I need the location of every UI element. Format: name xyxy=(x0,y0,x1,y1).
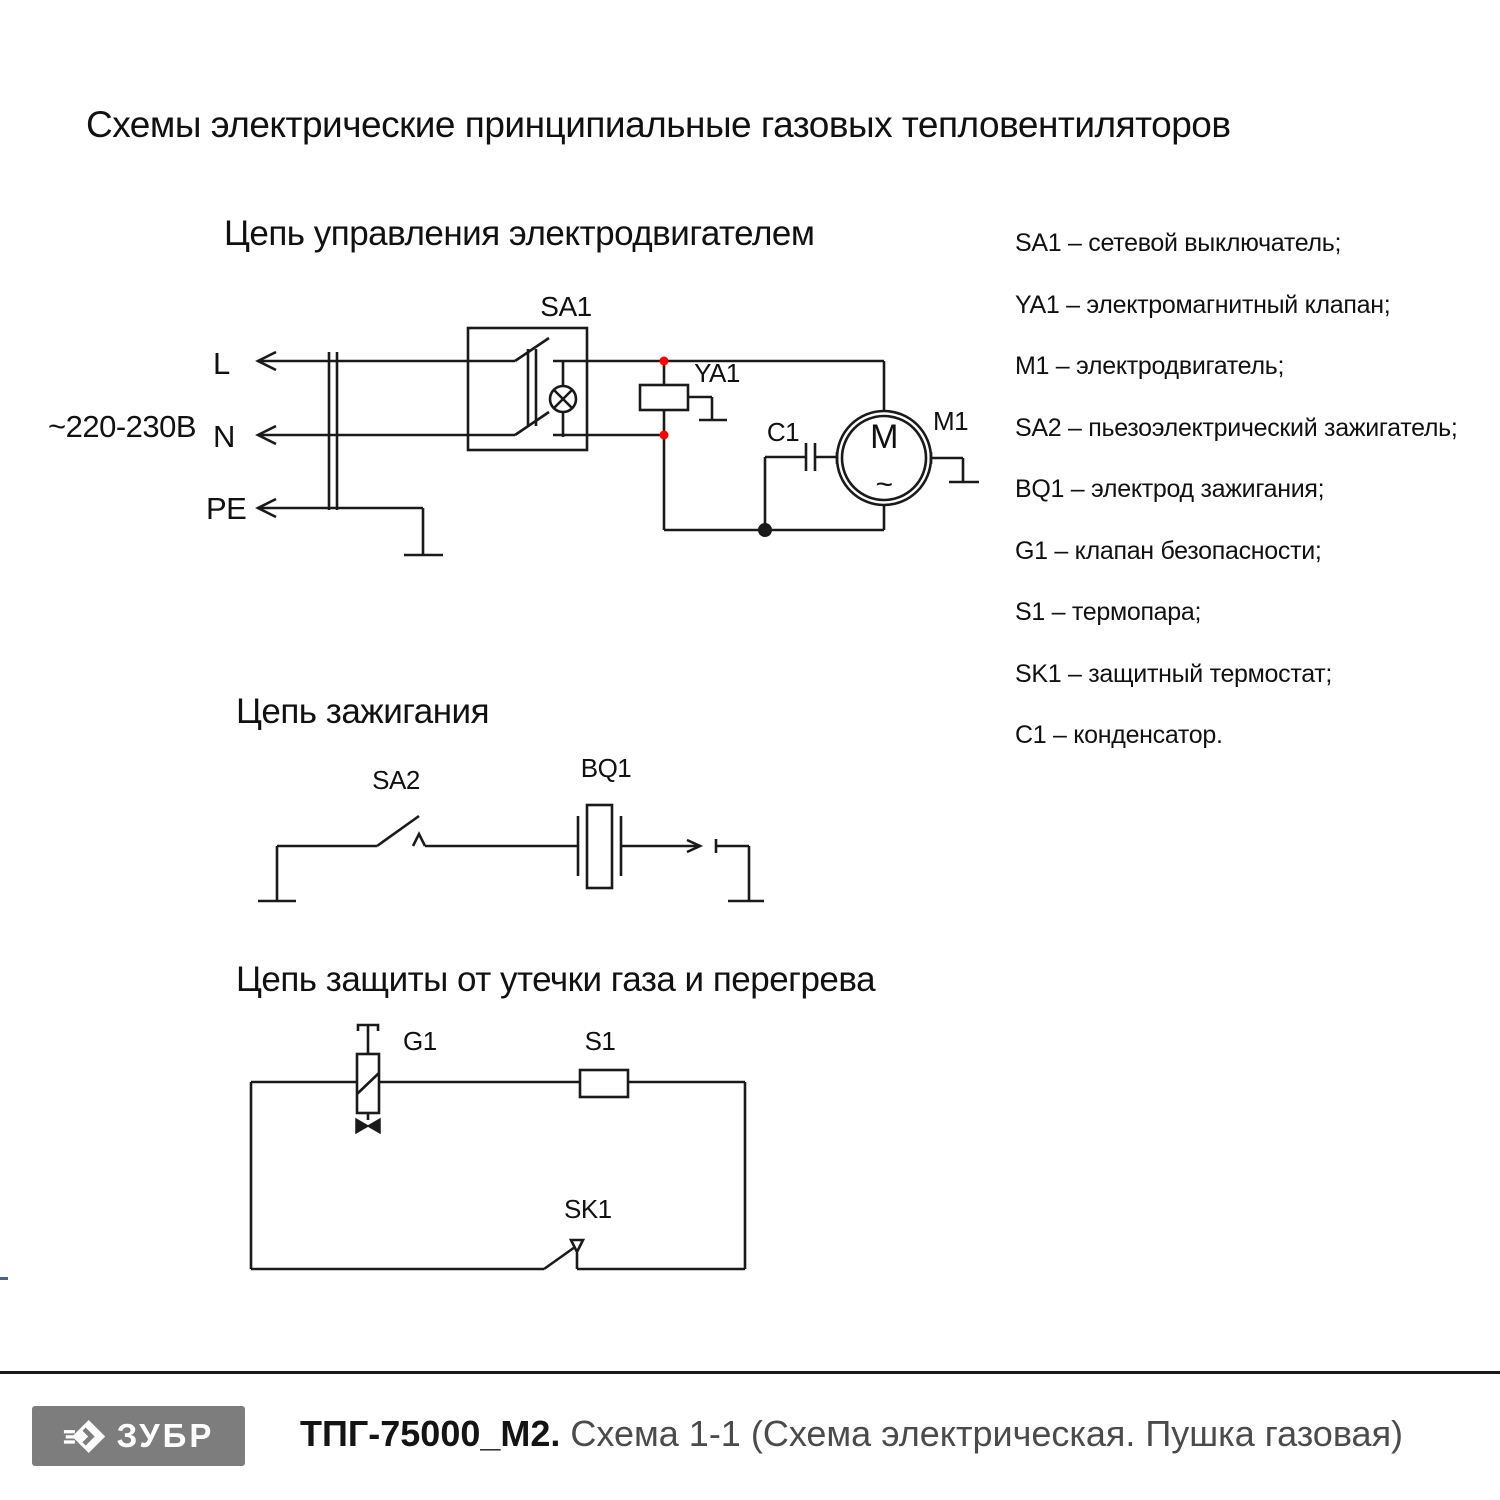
motor-control-circuit-diagram xyxy=(0,270,1000,600)
legend-item-g1: G1 – клапан безопасности; xyxy=(1015,536,1322,565)
switch-blade xyxy=(544,1247,575,1269)
legend xyxy=(1015,213,1458,767)
ignition-wires xyxy=(258,839,764,901)
sa2-switch-symbol xyxy=(377,816,425,846)
zubr-logo-text: ЗУБР xyxy=(116,1417,215,1454)
ya1-label: YA1 xyxy=(694,358,740,388)
legend-item-s1: S1 – термопара; xyxy=(1015,598,1202,626)
legend-item-c1: C1 – конденсатор. xyxy=(1015,721,1223,749)
ya1-valve-symbol xyxy=(640,385,727,420)
sa2-label: SA2 xyxy=(372,765,420,795)
scan-artifact xyxy=(0,1277,8,1280)
protection-loop-wires xyxy=(251,1082,745,1269)
terminal-dot-red xyxy=(660,357,669,366)
switch-blade xyxy=(377,816,419,846)
line-label-l: L xyxy=(213,346,230,381)
sk1-label: SK1 xyxy=(564,1194,612,1224)
mains-input-wires xyxy=(258,352,515,555)
legend-item-sa1: SA1 – сетевой выключатель; xyxy=(1015,229,1342,257)
g1-label: G1 xyxy=(403,1026,437,1056)
terminal-dot-red xyxy=(660,431,669,440)
voltage-label: ~220-230В xyxy=(48,409,197,444)
bq1-piezo-symbol xyxy=(578,805,621,888)
footer-divider xyxy=(0,1371,1500,1374)
contact-triangle xyxy=(571,1240,583,1252)
c1-label: C1 xyxy=(766,417,800,447)
zubr-logo xyxy=(32,1406,245,1466)
legend-item-sk1: SK1 – защитный термостат; xyxy=(1015,659,1333,688)
caption-text: Схема 1-1 (Схема электрическая. Пушка газовая) xyxy=(570,1413,1404,1454)
m1-label: M1 xyxy=(933,406,969,436)
sk1-thermostat-symbol xyxy=(544,1240,583,1269)
bq1-label: BQ1 xyxy=(580,753,632,783)
contact-triangle xyxy=(413,834,425,846)
ignition-circuit-diagram xyxy=(200,735,800,915)
page-title: Схемы электрические принципиальные газовых тепловентиляторов xyxy=(86,104,1231,145)
model-number: ТПГ-75000_М2. xyxy=(300,1413,561,1454)
legend-item-bq1: BQ1 – электрод зажигания; xyxy=(1015,475,1325,503)
c1-capacitor-symbol xyxy=(765,443,837,530)
line-label-pe: PE xyxy=(206,491,247,526)
s1-thermocouple-symbol xyxy=(580,1070,628,1097)
section-heading-ignition: Цепь зажигания xyxy=(236,692,490,731)
g1-valve-symbol xyxy=(356,1025,380,1133)
gas-valve-icon xyxy=(368,1119,380,1133)
s1-label: S1 xyxy=(584,1026,616,1056)
capacitor-plates xyxy=(806,443,815,471)
switch-blade xyxy=(515,412,549,435)
motor-ac-symbol: ~ xyxy=(875,468,893,501)
zubr-logo-icon xyxy=(63,1418,107,1455)
switch-blade xyxy=(515,338,549,361)
legend-item-ya1: YA1 – электромагнитный клапан; xyxy=(1015,290,1391,319)
sa1-switch-symbol xyxy=(468,328,587,450)
section-heading-protection: Цепь защиты от утечки газа и перегрева xyxy=(236,960,876,999)
section-heading-motor-control: Цепь управления электродвигателем xyxy=(224,214,815,253)
line-label-n: N xyxy=(213,419,235,454)
legend-item-m1: M1 – электродвигатель; xyxy=(1015,352,1285,380)
motor-letter: M xyxy=(870,418,898,456)
protection-circuit-diagram xyxy=(220,1005,780,1295)
legend-item-sa2: SA2 – пьезоэлектрический зажигатель; xyxy=(1015,413,1458,442)
sa1-label: SA1 xyxy=(540,291,592,322)
footer-caption xyxy=(300,1413,1403,1455)
gas-valve-icon xyxy=(356,1119,368,1133)
junction-dot xyxy=(758,523,772,537)
